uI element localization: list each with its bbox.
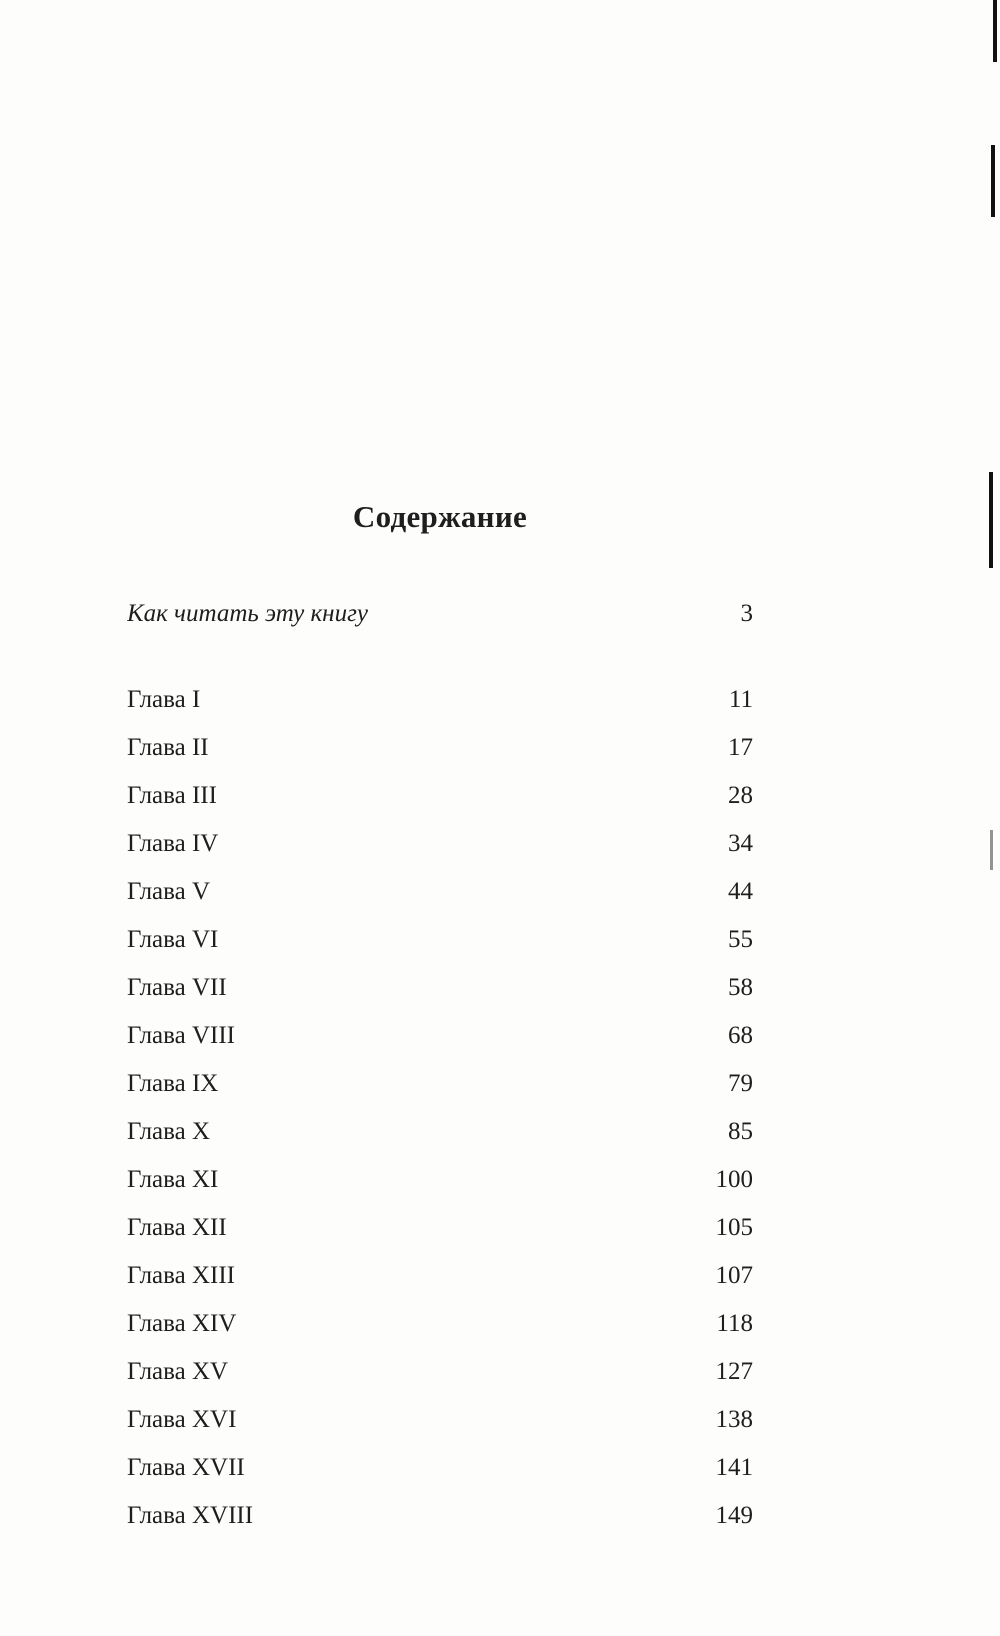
toc-entry-chapter [127, 676, 753, 724]
toc-entry-label: Глава XVI [127, 1406, 237, 1433]
toc-entry-chapter [127, 868, 753, 916]
toc-entry-page: 127 [715, 1358, 753, 1385]
toc-entry-page: 107 [715, 1262, 753, 1289]
page-title: Содержание [352, 499, 528, 534]
toc-entry-chapter [127, 1348, 753, 1396]
toc-entry-label: Глава IX [127, 1070, 219, 1097]
toc-entry-chapter [127, 916, 753, 964]
toc-entry-label: Глава III [127, 782, 217, 809]
toc-entry-page: 58 [728, 974, 753, 1001]
toc-entry-chapter [127, 1444, 753, 1492]
toc-entry-label: Глава IV [127, 830, 219, 857]
toc-entry-page: 55 [728, 926, 753, 953]
toc-entry-chapter [127, 724, 753, 772]
toc-entry-page: 3 [740, 600, 753, 627]
toc-entry-page: 138 [715, 1406, 753, 1433]
toc-entry-label: Глава XIV [127, 1310, 237, 1337]
toc-entry-chapter [127, 1396, 753, 1444]
toc-entry-page: 34 [728, 830, 753, 857]
scan-edge-mark [991, 145, 995, 217]
toc-entry-page: 68 [728, 1022, 753, 1049]
toc-entry-page: 79 [728, 1070, 753, 1097]
toc-entry-chapter [127, 1108, 753, 1156]
toc-entry-label: Как читать эту книгу [127, 600, 368, 627]
toc-entry-label: Глава I [127, 686, 201, 713]
toc-entry-chapter [127, 1156, 753, 1204]
toc-entry-chapter [127, 964, 753, 1012]
toc-entry-label: Глава VIII [127, 1022, 235, 1049]
toc-entry-label: Глава VI [127, 926, 219, 953]
scan-edge-mark [990, 830, 993, 870]
toc-entry-page: 44 [728, 878, 753, 905]
toc-entry-label: Глава XVII [127, 1454, 245, 1481]
toc-entry-label: Глава XI [127, 1166, 219, 1193]
scan-edge-mark [993, 0, 997, 62]
toc-entry-chapter [127, 1300, 753, 1348]
toc-entry-label: Глава XVIII [127, 1502, 254, 1529]
toc-entry-label: Глава II [127, 734, 209, 761]
toc-entry-label: Глава XV [127, 1358, 229, 1385]
toc-entry-label: Глава XII [127, 1214, 227, 1241]
toc-entry-chapter [127, 1012, 753, 1060]
toc-entry-page: 149 [715, 1502, 753, 1529]
toc-entry-label: Глава V [127, 878, 211, 905]
toc-entry-page: 105 [715, 1214, 753, 1241]
table-of-contents [127, 590, 753, 1540]
toc-entry-label: Глава XIII [127, 1262, 235, 1289]
toc-entry-page: 100 [715, 1166, 753, 1193]
toc-entry-page: 85 [728, 1118, 753, 1145]
toc-entry-chapter [127, 772, 753, 820]
toc-entry-page: 118 [716, 1310, 753, 1337]
toc-entry-chapter [127, 1252, 753, 1300]
toc-entry-intro [127, 590, 753, 638]
toc-entry-page: 141 [715, 1454, 753, 1481]
toc-entry-page: 11 [728, 686, 753, 713]
toc-entry-chapter [127, 1060, 753, 1108]
toc-entry-chapter [127, 820, 753, 868]
toc-entry-label: Глава VII [127, 974, 227, 1001]
toc-entry-page: 28 [728, 782, 753, 809]
toc-entry-chapter [127, 1492, 753, 1540]
toc-entry-page: 17 [728, 734, 753, 761]
scan-edge-mark [989, 472, 993, 568]
toc-entry-label: Глава X [127, 1118, 211, 1145]
toc-entry-chapter [127, 1204, 753, 1252]
